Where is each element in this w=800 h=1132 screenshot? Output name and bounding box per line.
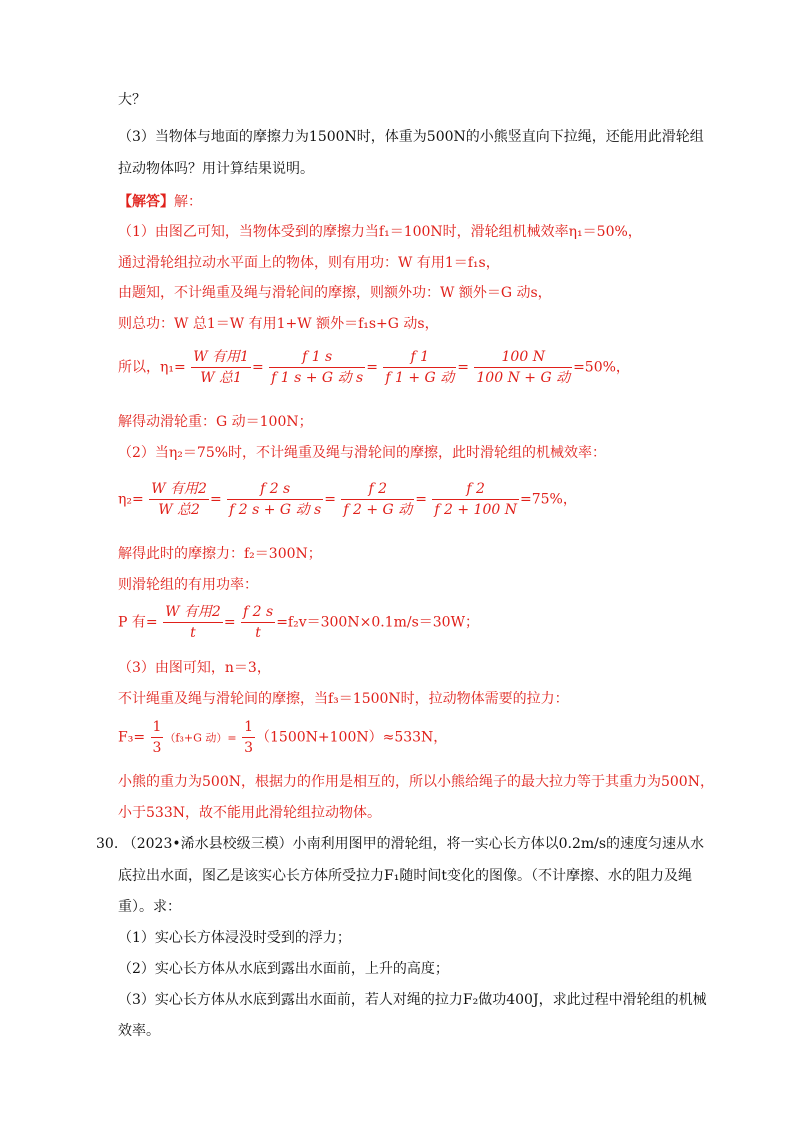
answer-line-3: 由题知，不计绳重及绳与滑轮间的摩擦，则额外功：W 额外＝G 动s，: [118, 285, 552, 301]
answer-line-6: （2）当η₂＝75%时，不计绳重及绳与滑轮间的摩擦，此时滑轮组的机械效率：: [118, 445, 607, 461]
problem-30-question-3-cont: 效率。: [118, 1023, 160, 1039]
problem-30-question-2: （2）实心长方体从水底到露出水面前，上升的高度；: [118, 961, 449, 977]
fraction: $\frac{f 1 s}{\text{f 1 s + G 动 s}}$: [271, 349, 364, 386]
answer-line-2: 通过滑轮组拉动水平面上的物体，则有用功：W 有用1＝f₁s，: [118, 255, 500, 271]
answer-heading: [118, 192, 202, 212]
problem-30-line1: 30. （2023•浠水县校级三模）小南利用图甲的滑轮组，将一实心长方体以0.2m/s的速度匀速从水: [96, 836, 705, 852]
answer-line-8: 则滑轮组的有用功率：: [118, 577, 258, 593]
problem-30-question-3: （3）实心长方体从水底到露出水面前，若人对绳的拉力F₂做功400J，求此过程中滑轮组的机械: [118, 992, 707, 1008]
equation-efficiency-2: η₂= $\frac{\text{W 有用2}}{\text{W 总2}}$ = $\frac{f 2 s}{\text{f 2 s + G 动 s}}$ = $\frac{f 2}{\text{f 2 + G 动}}$ = $\frac{f 2}{f 2 + 100 N}$ =75%，: [118, 481, 577, 518]
problem-30-line3: 重）。求：: [118, 899, 181, 915]
question-continuation: 大？: [118, 92, 146, 108]
fraction: $\frac{1}{3}$: [244, 719, 254, 756]
fraction: $\frac{\text{W 有用2}}{\text{W 总2}}$: [151, 481, 207, 518]
answer-line-5: 解得动滑轮重：G 动＝100N；: [118, 414, 313, 430]
answer-tag: 【解答】: [118, 194, 174, 210]
fraction: $\frac{\text{W 有用1}}{\text{W 总1}}$: [193, 349, 249, 386]
problem-number: 30.: [96, 836, 119, 852]
problem-30-question-1: （1）实心长方体浸没时受到的浮力；: [118, 930, 351, 946]
problem-30-line2: 底拉出水面，图乙是该实心长方体所受拉力F₁随时间t变化的图像。（不计摩擦、水的阻力及绳: [118, 868, 692, 884]
answer-tag-suffix: 解：: [174, 194, 202, 210]
equation-force: F₃= $\frac{1}{3}$ （f₃+G 动）= $\frac{1}{3}$ （1500N+100N）≈533N，: [118, 719, 448, 756]
question-part3-line2: 拉动物体吗？用计算结果说明。: [118, 161, 314, 177]
answer-line-9: （3）由图可知，n＝3，: [118, 660, 271, 676]
answer-line-1: （1）由图乙可知，当物体受到的摩擦力当f₁＝100N时，滑轮组机械效率η₁＝50%，: [118, 224, 642, 240]
answer-line-4: 则总功：W 总1＝W 有用1+W 额外＝f₁s+G 动s，: [118, 316, 439, 332]
fraction: $\frac{f 1}{\text{f 1 + G 动}}$: [385, 349, 455, 386]
fraction: $\frac{f 2}{f 2 + 100 N}$: [434, 481, 517, 518]
equation-power: P 有= $\frac{\text{W 有用2}}{t}$ = $\frac{f 2 s}{t}$ =f₂v＝300N×0.1m/s＝30W；: [118, 604, 479, 641]
fraction: $\frac{f 2 s}{t}$: [243, 604, 274, 641]
answer-line-7: 解得此时的摩擦力：f₂＝300N；: [118, 546, 322, 562]
fraction: $\frac{f 2}{\text{f 2 + G 动}}$: [343, 481, 413, 518]
fraction: $\frac{f 2 s}{\text{f 2 s + G 动 s}}$: [229, 481, 322, 518]
answer-line-11: 小熊的重力为500N，根据力的作用是相互的，所以小熊给绳子的最大拉力等于其重力为500N，: [118, 774, 714, 790]
question-part3-line1: （3）当物体与地面的摩擦力为1500N时，体重为500N的小熊竖直向下拉绳，还能用此滑轮组: [118, 129, 704, 145]
equation-efficiency-1: 所以，η₁= $\frac{\text{W 有用1}}{\text{W 总1}}$ = $\frac{f 1 s}{\text{f 1 s + G 动 s}}$ = $\frac{f 1}{\text{f 1 + G 动}}$ = $\frac{100 N}{\text{100 N + G 动}}$ =50%，: [118, 349, 630, 386]
fraction: $\frac{100 N}{\text{100 N + G 动}}$: [476, 349, 571, 386]
answer-line-12: 小于533N，故不能用此滑轮组拉动物体。: [118, 805, 381, 821]
fraction: $\frac{1}{3}$: [152, 719, 162, 756]
fraction: $\frac{\text{W 有用2}}{t}$: [165, 604, 221, 641]
answer-line-10: 不计绳重及绳与滑轮间的摩擦，当f₃＝1500N时，拉动物体需要的拉力：: [118, 691, 569, 707]
